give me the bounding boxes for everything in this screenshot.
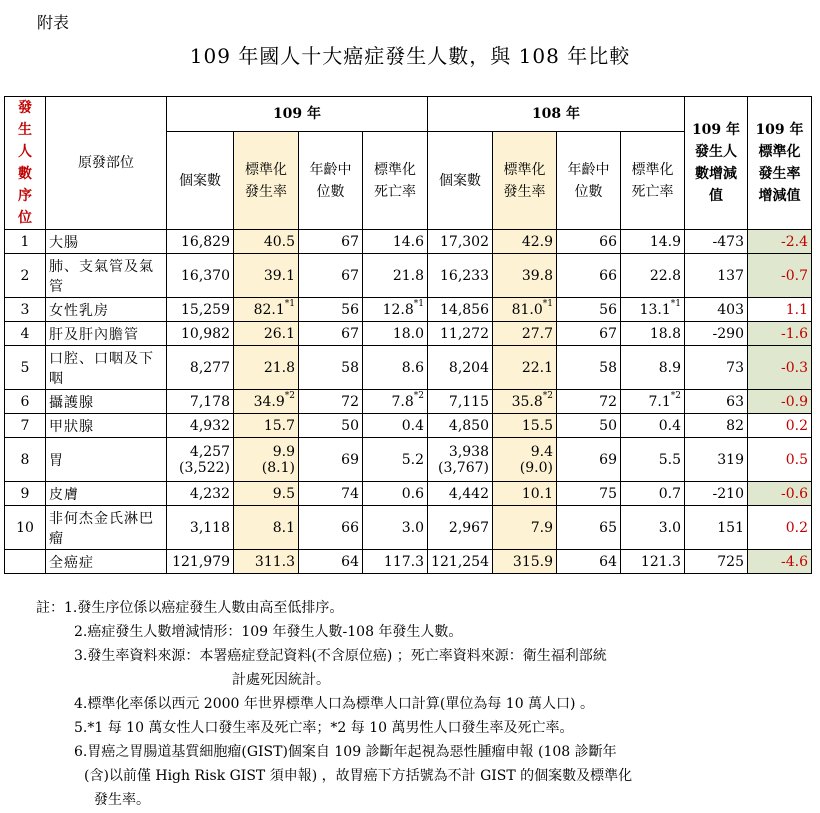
rate-109-cell: 9.9 (8.1) [234,438,299,482]
rate-108-cell: 315.9 [493,550,557,574]
mort-109-cell: 0.4 [363,414,428,438]
rank-cell: 8 [5,438,46,482]
diff-cases-cell: 73 [685,346,748,390]
diff-rate-cell: -4.6 [748,550,812,574]
age-108-cell: 66 [557,254,621,298]
diff-rate-cell: -0.9 [748,390,812,414]
cases-109-cell: 10,982 [167,322,234,346]
mort-108-cell: 13.1$^{*1}$ [621,298,685,322]
age-109-cell: 58 [299,346,363,390]
diff-rate-cell: 0.2 [748,506,812,550]
mort-109-cell: 3.0 [363,506,428,550]
diff-cases-cell: 63 [685,390,748,414]
diff-cases-cell: 151 [685,506,748,550]
diff-rate-cell: -2.4 [748,230,812,254]
cases-109-cell: 8,277 [167,346,234,390]
rate-108-cell: 9.4 (9.0) [493,438,557,482]
age-109-cell: 74 [299,482,363,506]
age-109-cell: 67 [299,230,363,254]
header-mort-108: 標準化死亡率 [621,132,685,230]
age-109-cell: 64 [299,550,363,574]
cases-108-cell: 17,302 [428,230,493,254]
rate-108-cell: 81.0$^{*1}$ [493,298,557,322]
note-3-cont: 計處死因統計。 [232,672,330,688]
rank-cell: 1 [5,230,46,254]
rate-109-cell: 82.1$^{*1}$ [234,298,299,322]
age-108-cell: 64 [557,550,621,574]
rate-108-cell: 15.5 [493,414,557,438]
site-cell: 全癌症 [46,550,167,574]
rate-109-cell: 26.1 [234,322,299,346]
appendix-label: 附表 [37,13,70,32]
site-cell: 皮膚 [46,482,167,506]
age-108-cell: 66 [557,230,621,254]
site-cell: 女性乳房 [46,298,167,322]
diff-cases-cell: 403 [685,298,748,322]
site-cell: 攝護腺 [46,390,167,414]
rank-cell: 9 [5,482,46,506]
age-109-cell: 50 [299,414,363,438]
cases-109-cell: 16,370 [167,254,234,298]
table-row [5,550,812,574]
cases-109-cell: 121,979 [167,550,234,574]
diff-cases-cell: 82 [685,414,748,438]
header-rank: 發生人數序位 [5,97,46,230]
rank-cell: 5 [5,346,46,390]
cases-108-cell: 2,967 [428,506,493,550]
note-1: 1.發生序位係以癌症發生人數由高至低排序。 [64,600,344,616]
table-row [5,390,812,414]
cases-108-cell: 16,233 [428,254,493,298]
mort-109-cell: 5.2 [363,438,428,482]
mort-109-cell: 12.8$^{*1}$ [363,298,428,322]
mort-108-cell: 0.7 [621,482,685,506]
mort-108-cell: 121.3 [621,550,685,574]
age-108-cell: 75 [557,482,621,506]
age-109-cell: 72 [299,390,363,414]
site-cell: 胃 [46,438,167,482]
mort-109-cell: 0.6 [363,482,428,506]
age-108-cell: 69 [557,438,621,482]
rate-108-cell: 42.9 [493,230,557,254]
table-row [5,230,812,254]
mort-108-cell: 3.0 [621,506,685,550]
cases-109-cell: 16,829 [167,230,234,254]
site-cell: 肺、支氣管及氣管 [46,254,167,298]
age-108-cell: 56 [557,298,621,322]
table-row [5,438,812,482]
diff-rate-cell: -1.6 [748,322,812,346]
cases-108-cell: 14,856 [428,298,493,322]
rate-109-cell: 8.1 [234,506,299,550]
notes [36,596,632,812]
rate-109-cell: 15.7 [234,414,299,438]
table-row [5,482,812,506]
age-109-cell: 69 [299,438,363,482]
notes-lead: 註： [36,600,64,616]
header-108: 108 年 [428,97,685,132]
diff-rate-cell: -0.6 [748,482,812,506]
rate-109-cell: 39.1 [234,254,299,298]
age-109-cell: 67 [299,254,363,298]
table-row [5,346,812,390]
mort-109-cell: 7.8$^{*2}$ [363,390,428,414]
mort-108-cell: 18.8 [621,322,685,346]
rate-108-cell: 39.8 [493,254,557,298]
header-age-109: 年齡中位數 [299,132,363,230]
site-cell: 大腸 [46,230,167,254]
cases-109-cell: 4,232 [167,482,234,506]
table-row [5,322,812,346]
age-109-cell: 67 [299,322,363,346]
header-diff-cases: 109 年發生人數增減值 [685,97,748,230]
note-6-cont: (含)以前僅 High Risk GIST 須申報) ，故胃癌下方括號為不計 GIST 的個案數及標準化 [84,768,633,784]
mort-108-cell: 14.9 [621,230,685,254]
rank-cell: 2 [5,254,46,298]
cancer-table [4,96,812,574]
rate-109-cell: 34.9$^{*2}$ [234,390,299,414]
header-age-108: 年齡中位數 [557,132,621,230]
header-rate-109: 標準化發生率 [234,132,299,230]
table-row [5,506,812,550]
mort-108-cell: 0.4 [621,414,685,438]
cases-109-cell: 15,259 [167,298,234,322]
age-108-cell: 67 [557,322,621,346]
age-108-cell: 58 [557,346,621,390]
rate-108-cell: 10.1 [493,482,557,506]
rank-cell: 4 [5,322,46,346]
rate-109-cell: 311.3 [234,550,299,574]
mort-109-cell: 18.0 [363,322,428,346]
mort-108-cell: 22.8 [621,254,685,298]
age-108-cell: 65 [557,506,621,550]
cases-109-cell: 3,118 [167,506,234,550]
mort-108-cell: 5.5 [621,438,685,482]
note-4: 4.標準化率係以西元 2000 年世界標準人口為標準人口計算(單位為每 10 萬人口) 。 [74,696,594,712]
header-109: 109 年 [167,97,428,132]
cases-108-cell: 8,204 [428,346,493,390]
cases-108-cell: 3,938 (3,767) [428,438,493,482]
age-108-cell: 50 [557,414,621,438]
diff-cases-cell: -290 [685,322,748,346]
cases-109-cell: 4,932 [167,414,234,438]
cases-109-cell: 4,257 (3,522) [167,438,234,482]
diff-rate-cell: 1.1 [748,298,812,322]
diff-rate-cell: -0.7 [748,254,812,298]
cases-108-cell: 11,272 [428,322,493,346]
cases-108-cell: 4,442 [428,482,493,506]
header-rate-108: 標準化發生率 [493,132,557,230]
mort-109-cell: 21.8 [363,254,428,298]
rate-108-cell: 22.1 [493,346,557,390]
cases-108-cell: 121,254 [428,550,493,574]
page-title: 109 年國人十大癌症發生人數，與 108 年比較 [189,44,631,68]
rate-109-cell: 21.8 [234,346,299,390]
rate-108-cell: 27.7 [493,322,557,346]
diff-cases-cell: 725 [685,550,748,574]
diff-rate-cell: -0.3 [748,346,812,390]
diff-cases-cell: 137 [685,254,748,298]
header-cases-109: 個案數 [167,132,234,230]
mort-109-cell: 8.6 [363,346,428,390]
diff-rate-cell: 0.5 [748,438,812,482]
rank-cell: 7 [5,414,46,438]
note-2: 2.癌症發生人數增減情形：109 年發生人數-108 年發生人數。 [74,624,463,640]
note-5: 5.*1 每 10 萬女性人口發生率及死亡率；*2 每 10 萬男性人口發生率及死亡率。 [74,720,574,736]
age-109-cell: 56 [299,298,363,322]
rate-108-cell: 7.9 [493,506,557,550]
header-diff-rate: 109 年標準化發生率增減值 [748,97,812,230]
cases-108-cell: 4,850 [428,414,493,438]
diff-cases-cell: -210 [685,482,748,506]
header-mort-109: 標準化死亡率 [363,132,428,230]
age-108-cell: 72 [557,390,621,414]
diff-rate-cell: 0.2 [748,414,812,438]
site-cell: 口腔、口咽及下咽 [46,346,167,390]
rate-109-cell: 9.5 [234,482,299,506]
mort-109-cell: 14.6 [363,230,428,254]
mort-109-cell: 117.3 [363,550,428,574]
age-109-cell: 66 [299,506,363,550]
rank-cell: 10 [5,506,46,550]
rank-cell: 6 [5,390,46,414]
diff-cases-cell: 319 [685,438,748,482]
diff-cases-cell: -473 [685,230,748,254]
site-cell: 甲狀腺 [46,414,167,438]
site-cell: 肝及肝內膽管 [46,322,167,346]
rate-108-cell: 35.8$^{*2}$ [493,390,557,414]
cases-108-cell: 7,115 [428,390,493,414]
table-row [5,298,812,322]
cases-109-cell: 7,178 [167,390,234,414]
table-row [5,254,812,298]
mort-108-cell: 7.1$^{*2}$ [621,390,685,414]
table-row [5,414,812,438]
rate-109-cell: 40.5 [234,230,299,254]
site-cell: 非何杰金氏淋巴瘤 [46,506,167,550]
header-site: 原發部位 [46,97,167,230]
note-6-end: 發生率。 [94,792,150,808]
note-6: 6.胃癌之胃腸道基質細胞瘤(GIST)個案自 109 診斷年起視為惡性腫瘤申報 (108 診斷年 [74,744,617,760]
rank-cell [5,550,46,574]
mort-108-cell: 8.9 [621,346,685,390]
rank-cell: 3 [5,298,46,322]
header-cases-108: 個案數 [428,132,493,230]
note-3: 3.發生率資料來源：本署癌症登記資料(不含原位癌) ；死亡率資料來源：衛生福利部統 [74,648,607,664]
